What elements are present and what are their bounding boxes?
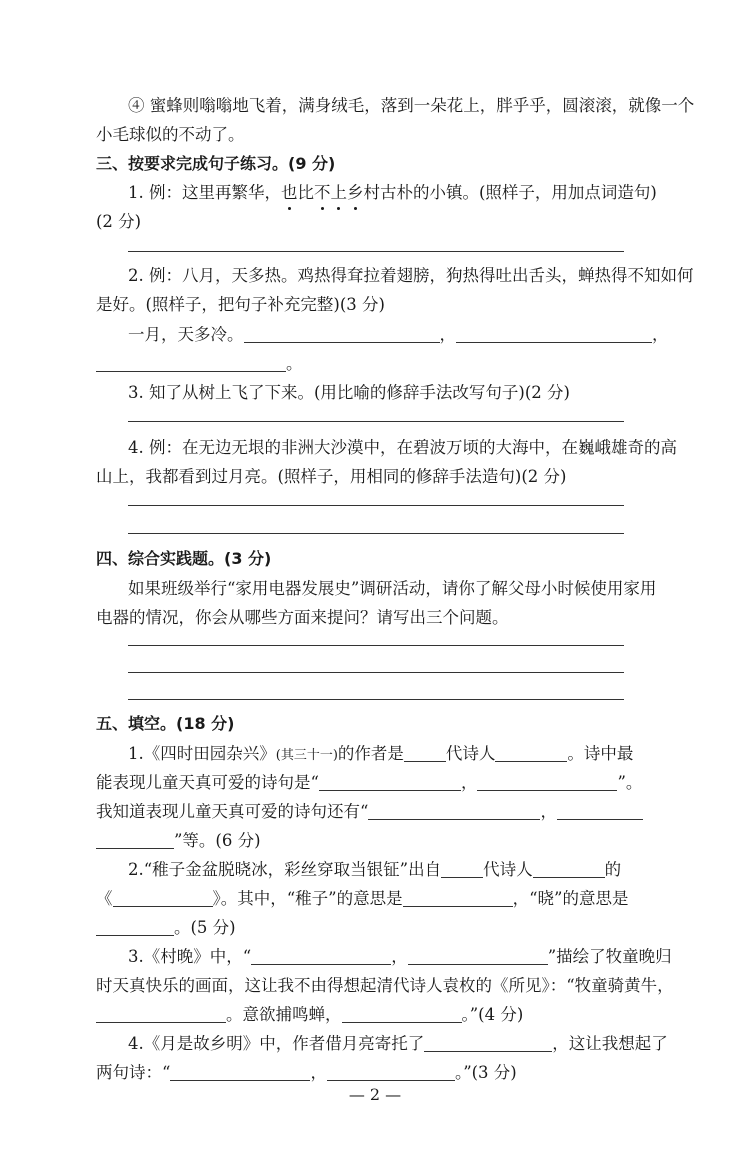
s5-q4-line-2 <box>96 1062 517 1084</box>
fill-blank[interactable] <box>403 889 513 907</box>
s3-q2-line-4 <box>96 353 303 375</box>
emphasis-dot-char: 乡 <box>347 183 364 202</box>
punct: ， <box>310 1063 327 1082</box>
s3-q1-line-1 <box>128 182 657 204</box>
s5-q1-text: 。诗中最 <box>567 744 634 763</box>
s5-q1-text: 能表现儿童天真可爱的诗句是“ <box>96 773 319 792</box>
fill-blank[interactable] <box>368 802 540 820</box>
s3-q1-mid: 比 <box>297 183 314 202</box>
s5-q1-line-4 <box>96 830 261 852</box>
s5-q1-subtitle: (其三十一) <box>275 748 338 763</box>
s5-q4-text: 4.《月是故乡明》中，作者借月亮寄托了 <box>128 1034 425 1053</box>
s5-q1-score: ”等。(6 分) <box>174 831 261 850</box>
punct: ， <box>391 947 408 966</box>
s5-q1-line-3 <box>96 801 643 823</box>
s5-q2-text: 2.“稚子金盆脱晓冰，彩丝穿取当银钲”出自 <box>128 860 442 879</box>
s4-line-1: 如果班级举行“家用电器发展史”调研活动，请你了解父母小时候使用家用 <box>128 579 657 598</box>
s5-q1-text: 的作者是 <box>337 744 404 763</box>
s3-q2-line-2: 是好。(照样子，把句子补充完整)(3 分) <box>96 295 385 314</box>
fill-blank[interactable] <box>404 744 446 762</box>
s5-q2-text: 》。其中，“稚子”的意思是 <box>212 889 403 908</box>
punct: ， <box>540 802 557 821</box>
item-4-line-1: ④ 蜜蜂则嗡嗡地飞着，满身绒毛，落到一朵花上，胖乎乎，圆滚滚，就像一个 <box>128 96 695 115</box>
s5-q2-line-2 <box>96 888 629 910</box>
s5-q2-text: ，“晓”的意思是 <box>512 889 629 908</box>
fill-blank[interactable] <box>424 1034 552 1052</box>
s5-q3-text: ”描绘了牧童晚归 <box>547 947 672 966</box>
section-4-heading: 四、综合实践题。(3 分) <box>96 549 272 568</box>
s3-q4-line-2: 山上，我都看到过月亮。(照样子，用相同的修辞手法造句)(2 分) <box>96 467 567 486</box>
s5-q1-line-1 <box>128 743 633 767</box>
s3-q2-line-3 <box>128 324 669 346</box>
fill-blank[interactable] <box>113 889 213 907</box>
s3-q3-text: 3. 知了从树上飞了下来。(用比喻的修辞手法改写句子)(2 分) <box>128 383 570 402</box>
emphasis-dot-char: 上 <box>330 183 347 202</box>
s5-q1-text: 代诗人 <box>445 744 496 763</box>
item-4-line-2: 小毛球似的不动了。 <box>96 125 245 144</box>
s5-q3-line-3 <box>96 1004 523 1026</box>
punct: ， <box>439 325 456 344</box>
s3-q1-line-2: (2 分) <box>96 212 142 231</box>
s5-q3-line-2: 时天真快乐的画面，这让我不由得想起清代诗人袁枚的《所见》：“牧童骑黄牛， <box>96 976 674 995</box>
s3-q2-prompt: 一月，天多冷。 <box>128 325 244 344</box>
s3-q1-label: 1. 例：这里再繁华， <box>128 183 281 202</box>
s5-q3-text: 。意欲捕鸣蝉， <box>226 1005 342 1024</box>
s5-q2-score: 。(5 分) <box>174 918 236 937</box>
s5-q4-text: ，这让我想起了 <box>552 1034 668 1053</box>
fill-blank[interactable] <box>96 831 174 849</box>
section-5-heading: 五、填空。(18 分) <box>96 714 235 733</box>
s5-q3-line-1 <box>128 946 672 968</box>
s5-q3-text: 3.《村晚》中，“ <box>128 947 252 966</box>
s5-q2-text: 代诗人 <box>483 860 533 879</box>
fill-blank[interactable] <box>495 744 567 762</box>
answer-line[interactable] <box>128 251 624 252</box>
s5-q2-line-1 <box>128 859 621 881</box>
fill-blank[interactable] <box>244 325 440 343</box>
s5-q4-line-1 <box>128 1033 668 1055</box>
section-3-heading: 三、按要求完成句子练习。(9 分) <box>96 154 336 173</box>
s3-q4-line-1: 4. 例：在无边无垠的非洲大沙漠中，在碧波万顷的大海中，在巍峨雄奇的高 <box>128 438 677 457</box>
fill-blank[interactable] <box>96 1005 226 1023</box>
punct: ”。 <box>617 773 643 792</box>
fill-blank[interactable] <box>557 802 643 820</box>
answer-line[interactable] <box>128 421 624 422</box>
fill-blank[interactable] <box>96 918 174 936</box>
punct: ， <box>460 773 478 792</box>
fill-blank[interactable] <box>533 860 605 878</box>
fill-blank[interactable] <box>342 1005 462 1023</box>
emphasis-dot-char: 不 <box>314 183 331 202</box>
page-number: — 2 — <box>348 1085 402 1104</box>
s4-line-2: 电器的情况，你会从哪些方面来提问？请写出三个问题。 <box>96 608 509 627</box>
s5-q1-line-2 <box>96 772 642 794</box>
s5-q4-score: 。”(3 分) <box>454 1063 517 1082</box>
punct: 《 <box>96 889 113 908</box>
s5-q2-text: 的 <box>604 860 622 879</box>
answer-line[interactable] <box>128 645 624 646</box>
s3-q1-rest: 村古朴的小镇。(照样子，用加点词造句) <box>363 183 657 202</box>
fill-blank[interactable] <box>441 860 483 878</box>
fill-blank[interactable] <box>477 773 617 791</box>
s5-q3-score: 。”(4 分) <box>461 1005 524 1024</box>
s5-q1-title: 1.《四时田园杂兴》 <box>128 744 276 763</box>
answer-line[interactable] <box>128 533 624 534</box>
s5-q1-text: 我知道表现儿童天真可爱的诗句还有“ <box>96 802 369 821</box>
fill-blank[interactable] <box>408 947 548 965</box>
punct: 。 <box>286 354 303 373</box>
punct: ， <box>652 325 669 344</box>
fill-blank[interactable] <box>96 354 286 372</box>
emphasis-dot-char: 也 <box>281 183 298 202</box>
fill-blank[interactable] <box>251 947 391 965</box>
fill-blank[interactable] <box>456 325 652 343</box>
s3-q2-line-1: 2. 例：八月，天多热。鸡热得耷拉着翅膀，狗热得吐出舌头，蝉热得不知如何 <box>128 266 694 285</box>
answer-line[interactable] <box>128 699 624 700</box>
s5-q4-text: 两句诗：“ <box>96 1063 171 1082</box>
s5-q2-line-3 <box>96 917 236 939</box>
fill-blank[interactable] <box>327 1063 455 1081</box>
fill-blank[interactable] <box>170 1063 310 1081</box>
answer-line[interactable] <box>128 505 624 506</box>
answer-line[interactable] <box>128 672 624 673</box>
fill-blank[interactable] <box>319 773 461 791</box>
